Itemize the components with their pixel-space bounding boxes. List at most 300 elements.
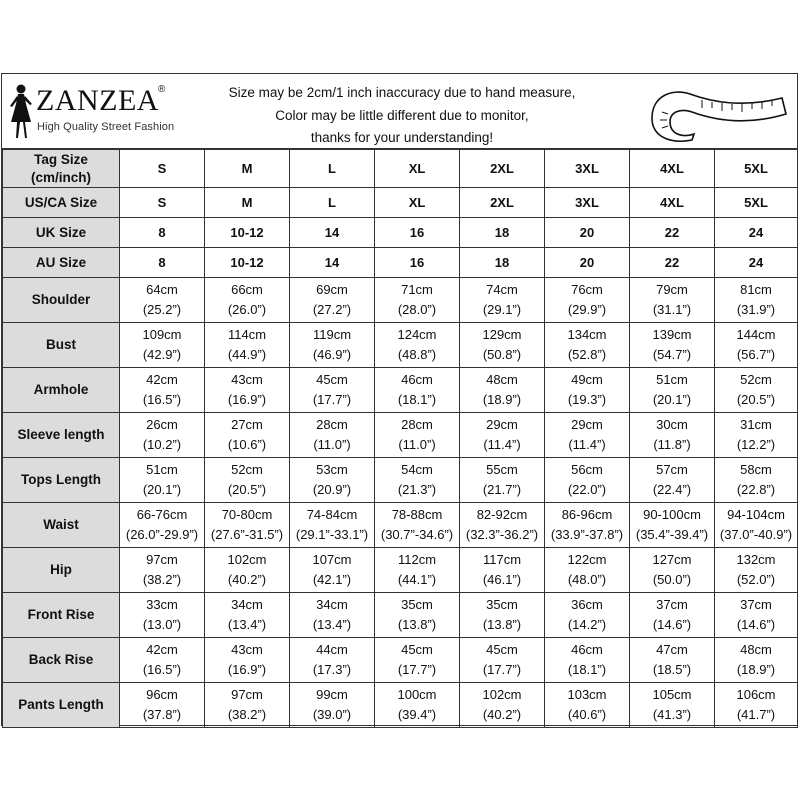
cm-value: 103cm [567,687,607,702]
inch-value: (18.1”) [397,392,437,407]
measure-cell [290,458,375,503]
cm-value: 97cm [146,552,178,567]
measure-cell [290,638,375,683]
inch-value: (18.9”) [736,662,776,677]
measure-cell [630,593,715,638]
inch-value: (42.9”) [142,347,182,362]
measure-row [3,548,798,593]
cm-value: 30cm [656,417,688,432]
cm-value: 48cm [486,372,518,387]
inch-value: (20.1”) [142,482,182,497]
cm-value: 90-100cm [643,507,701,522]
row-label: Pants Length [3,683,120,728]
measure-cell [630,548,715,593]
measure-cell [375,638,460,683]
cm-value: 29cm [486,417,518,432]
cm-value: 76cm [571,282,603,297]
measure-cell [375,548,460,593]
cm-value: 52cm [740,372,772,387]
measure-cell [290,503,375,548]
cm-value: 53cm [316,462,348,477]
cm-value: 105cm [652,687,692,702]
inch-value: (16.5”) [142,392,182,407]
cm-value: 132cm [736,552,776,567]
chart-header [2,74,797,149]
inch-value: (17.7”) [397,662,437,677]
inch-value: (11.0”) [398,437,436,452]
inch-value: (17.7”) [482,662,522,677]
inch-value: (22.8”) [736,482,776,497]
cm-value: 46cm [571,642,603,657]
cm-value: 45cm [486,642,518,657]
measure-cell [120,368,205,413]
cm-value: 28cm [316,417,348,432]
measure-cell [290,368,375,413]
measure-cell [630,503,715,548]
cm-value: 47cm [656,642,688,657]
measure-cell [120,548,205,593]
cm-value: 117cm [482,552,522,567]
size-cell: L [290,188,375,218]
size-cell: 3XL [545,188,630,218]
inch-value: (40.6”) [567,707,607,722]
measure-cell [290,413,375,458]
cm-value: 45cm [316,372,348,387]
cm-value: 122cm [567,552,607,567]
inch-value: (21.7”) [482,482,522,497]
inch-value: (22.0”) [567,482,607,497]
inch-value: (29.1”) [482,302,522,317]
inch-value: (30.7”-34.6”) [380,527,454,542]
inch-value: (18.5”) [652,662,692,677]
inch-value: (20.5”) [227,482,267,497]
measure-cell [715,503,798,548]
inch-value: (11.4”) [568,437,606,452]
cm-value: 49cm [571,372,603,387]
inch-value: (21.3”) [397,482,437,497]
inch-value: (12.2”) [736,437,776,452]
cm-value: 44cm [316,642,348,657]
measure-cell [290,278,375,323]
measure-cell [120,593,205,638]
measure-cell [545,323,630,368]
measure-row [3,368,798,413]
size-cell: 24 [715,248,798,278]
measure-cell [715,278,798,323]
inch-value: (35.4”-39.4”) [635,527,709,542]
inch-value: (40.2”) [227,572,267,587]
size-cell: 4XL [630,150,715,188]
measure-cell [375,503,460,548]
measure-cell [715,323,798,368]
cm-value: 58cm [740,462,772,477]
measure-cell [205,683,290,728]
measure-cell [205,593,290,638]
cm-value: 51cm [656,372,688,387]
measure-cell [630,278,715,323]
notice-text [192,82,612,150]
cm-value: 102cm [482,687,522,702]
row-label: Tops Length [3,458,120,503]
measure-cell [545,278,630,323]
notice-line: thanks for your understanding! [310,130,494,145]
size-cell: 16 [375,248,460,278]
cm-value: 97cm [231,687,263,702]
inch-value: (44.9”) [227,347,267,362]
inch-value: (16.9”) [227,662,267,677]
cm-value: 36cm [571,597,603,612]
inch-value: (17.3”) [312,662,352,677]
cm-value: 37cm [656,597,688,612]
measure-row [3,683,798,728]
cm-value: 86-96cm [561,507,613,522]
inch-value: (56.7”) [736,347,776,362]
inch-value: (16.9”) [227,392,267,407]
cm-value: 34cm [316,597,348,612]
cm-value: 74cm [486,282,518,297]
cm-value: 96cm [146,687,178,702]
inch-value: (31.1”) [652,302,692,317]
fashion-figure-icon [6,82,36,144]
size-cell: 18 [460,218,545,248]
cm-value: 100cm [397,687,437,702]
size-cell: 18 [460,248,545,278]
brand-logo [6,80,176,144]
size-row [3,188,798,218]
inch-value: (11.4”) [483,437,521,452]
measure-cell [460,278,545,323]
size-cell: 5XL [715,188,798,218]
inch-value: (27.6”-31.5”) [210,527,284,542]
row-label: Front Rise [3,593,120,638]
cm-value: 33cm [146,597,178,612]
measure-cell [205,503,290,548]
size-cell: 4XL [630,188,715,218]
cm-value: 46cm [401,372,433,387]
inch-value: (17.7”) [312,392,352,407]
cm-value: 129cm [482,327,522,342]
inch-value: (14.2”) [567,617,607,632]
cm-value: 37cm [740,597,772,612]
measure-cell [545,593,630,638]
size-cell: S [120,150,205,188]
inch-value: (48.8”) [397,347,437,362]
size-cell: M [205,150,290,188]
cm-value: 81cm [740,282,772,297]
brand-tagline: High Quality Street Fashion [37,121,175,133]
size-cell: 2XL [460,150,545,188]
cm-value: 119cm [312,327,352,342]
cm-value: 27cm [231,417,263,432]
measure-cell [205,413,290,458]
measure-cell [375,368,460,413]
measure-cell [545,368,630,413]
row-label: Waist [3,503,120,548]
size-cell: S [120,188,205,218]
inch-value: (13.8”) [482,617,522,632]
size-cell: 20 [545,218,630,248]
row-label: Shoulder [3,278,120,323]
notice-line: Color may be little different due to monitor, [275,107,529,123]
inch-value: (52.0”) [736,572,776,587]
inch-value: (39.0”) [312,707,352,722]
inch-value: (46.9”) [312,347,352,362]
measure-cell [460,458,545,503]
measuring-tape-icon [642,78,792,144]
measure-cell [545,458,630,503]
inch-value: (14.6”) [736,617,776,632]
size-chart [1,73,798,726]
cm-value: 43cm [231,372,263,387]
cm-value: 112cm [397,552,437,567]
size-cell: 14 [290,218,375,248]
inch-value: (13.8”) [397,617,437,632]
cm-value: 42cm [146,372,178,387]
measure-cell [715,413,798,458]
measure-cell [545,503,630,548]
cm-value: 66-76cm [136,507,188,522]
measure-cell [120,458,205,503]
size-table [2,149,798,728]
measure-row [3,638,798,683]
inch-value: (42.1”) [312,572,352,587]
inch-value: (25.2”) [142,302,182,317]
inch-value: (41.7”) [736,707,776,722]
cm-value: 82-92cm [476,507,528,522]
cm-value: 102cm [227,552,267,567]
size-cell: 22 [630,248,715,278]
cm-value: 45cm [401,642,433,657]
measure-cell [460,368,545,413]
size-cell: L [290,150,375,188]
measure-cell [715,548,798,593]
size-row [3,218,798,248]
row-label: Sleeve length [3,413,120,458]
measure-row [3,593,798,638]
inch-value: (38.2”) [227,707,267,722]
cm-value: 56cm [571,462,603,477]
cm-value: 35cm [486,597,518,612]
measure-cell [205,368,290,413]
cm-value: 107cm [312,552,352,567]
cm-value: 144cm [736,327,776,342]
measure-row [3,503,798,548]
cm-value: 31cm [740,417,772,432]
inch-value: (50.0”) [652,572,692,587]
row-label: Tag Size (cm/inch) [3,150,120,188]
measure-cell [375,413,460,458]
size-row [3,150,798,188]
measure-cell [545,683,630,728]
inch-value: (52.8”) [567,347,607,362]
measure-cell [460,323,545,368]
size-cell: 3XL [545,150,630,188]
inch-value: (13.0”) [142,617,182,632]
measure-cell [545,548,630,593]
cm-value: 42cm [146,642,178,657]
cm-value: 26cm [146,417,178,432]
inch-value: (13.4”) [227,617,267,632]
cm-value: 109cm [142,327,182,342]
measure-cell [545,413,630,458]
measure-row [3,323,798,368]
measure-cell [460,593,545,638]
measure-row [3,458,798,503]
measure-cell [205,278,290,323]
cm-value: 69cm [316,282,348,297]
inch-value: (26.0”) [227,302,267,317]
inch-value: (11.8”) [653,437,691,452]
measure-cell [375,278,460,323]
cm-value: 52cm [231,462,263,477]
inch-value: (20.5”) [736,392,776,407]
cm-value: 139cm [652,327,692,342]
measure-cell [630,638,715,683]
inch-value: (10.6”) [227,437,267,452]
cm-value: 79cm [656,282,688,297]
measure-cell [375,323,460,368]
cm-value: 106cm [736,687,776,702]
cm-value: 34cm [231,597,263,612]
inch-value: (27.2”) [312,302,352,317]
size-cell: 24 [715,218,798,248]
inch-value: (31.9”) [736,302,776,317]
cm-value: 48cm [740,642,772,657]
measure-cell [120,503,205,548]
inch-value: (18.1”) [567,662,607,677]
cm-value: 114cm [227,327,267,342]
registered-mark: ® [158,84,166,95]
size-cell: 8 [120,218,205,248]
cm-value: 99cm [316,687,348,702]
size-cell: 5XL [715,150,798,188]
cm-value: 29cm [571,417,603,432]
inch-value: (44.1”) [397,572,437,587]
size-cell: 20 [545,248,630,278]
cm-value: 51cm [146,462,178,477]
measure-cell [205,548,290,593]
inch-value: (33.9”-37.8”) [550,527,624,542]
measure-cell [630,323,715,368]
measure-cell [630,458,715,503]
inch-value: (40.2”) [482,707,522,722]
measure-cell [120,278,205,323]
inch-value: (37.0”-40.9”) [719,527,793,542]
inch-value: (39.4”) [397,707,437,722]
measure-row [3,278,798,323]
inch-value: (19.3”) [567,392,607,407]
cm-value: 57cm [656,462,688,477]
measure-cell [630,683,715,728]
measure-cell [375,683,460,728]
cm-value: 74-84cm [306,507,358,522]
measure-cell [205,458,290,503]
size-cell: 2XL [460,188,545,218]
inch-value: (48.0”) [567,572,607,587]
inch-value: (38.2”) [142,572,182,587]
size-row [3,248,798,278]
row-label: Back Rise [3,638,120,683]
cm-value: 78-88cm [391,507,443,522]
row-label: US/CA Size [3,188,120,218]
cm-value: 94-104cm [727,507,785,522]
measure-cell [715,593,798,638]
inch-value: (32.3”-36.2”) [465,527,539,542]
cm-value: 124cm [397,327,437,342]
inch-value: (20.1”) [652,392,692,407]
measure-cell [460,548,545,593]
measure-cell [290,548,375,593]
size-cell: 22 [630,218,715,248]
measure-cell [205,638,290,683]
measure-cell [120,413,205,458]
measure-cell [460,638,545,683]
measure-cell [460,683,545,728]
cm-value: 71cm [401,282,433,297]
cm-value: 43cm [231,642,263,657]
cm-value: 35cm [401,597,433,612]
size-cell: 14 [290,248,375,278]
inch-value: (50.8”) [482,347,522,362]
measure-cell [630,368,715,413]
row-label: AU Size [3,248,120,278]
measure-cell [715,368,798,413]
measure-cell [630,413,715,458]
inch-value: (18.9”) [482,392,522,407]
inch-value: (22.4”) [652,482,692,497]
row-label: Hip [3,548,120,593]
inch-value: (10.2”) [142,437,182,452]
measure-cell [120,323,205,368]
size-cell: M [205,188,290,218]
size-cell: XL [375,188,460,218]
inch-value: (26.0”-29.9”) [125,527,199,542]
measure-cell [715,638,798,683]
size-cell: 8 [120,248,205,278]
cm-value: 70-80cm [221,507,273,522]
size-cell: XL [375,150,460,188]
inch-value: (20.9”) [312,482,352,497]
inch-value: (16.5”) [142,662,182,677]
measure-cell [120,638,205,683]
inch-value: (46.1”) [482,572,522,587]
measure-cell [460,503,545,548]
cm-value: 134cm [567,327,607,342]
inch-value: (14.6”) [652,617,692,632]
measure-cell [205,323,290,368]
cm-value: 55cm [486,462,518,477]
inch-value: (29.9”) [567,302,607,317]
measure-cell [290,593,375,638]
cm-value: 28cm [401,417,433,432]
inch-value: (29.1”-33.1”) [295,527,369,542]
inch-value: (28.0”) [397,302,437,317]
measure-cell [290,683,375,728]
measure-cell [375,458,460,503]
measure-cell [375,593,460,638]
cm-value: 127cm [652,552,692,567]
size-cell: 10-12 [205,218,290,248]
row-label: UK Size [3,218,120,248]
row-label: Armhole [3,368,120,413]
inch-value: (13.4”) [312,617,352,632]
cm-value: 64cm [146,282,178,297]
measure-cell [460,413,545,458]
row-label: Bust [3,323,120,368]
measure-cell [120,683,205,728]
measure-cell [290,323,375,368]
cm-value: 66cm [231,282,263,297]
